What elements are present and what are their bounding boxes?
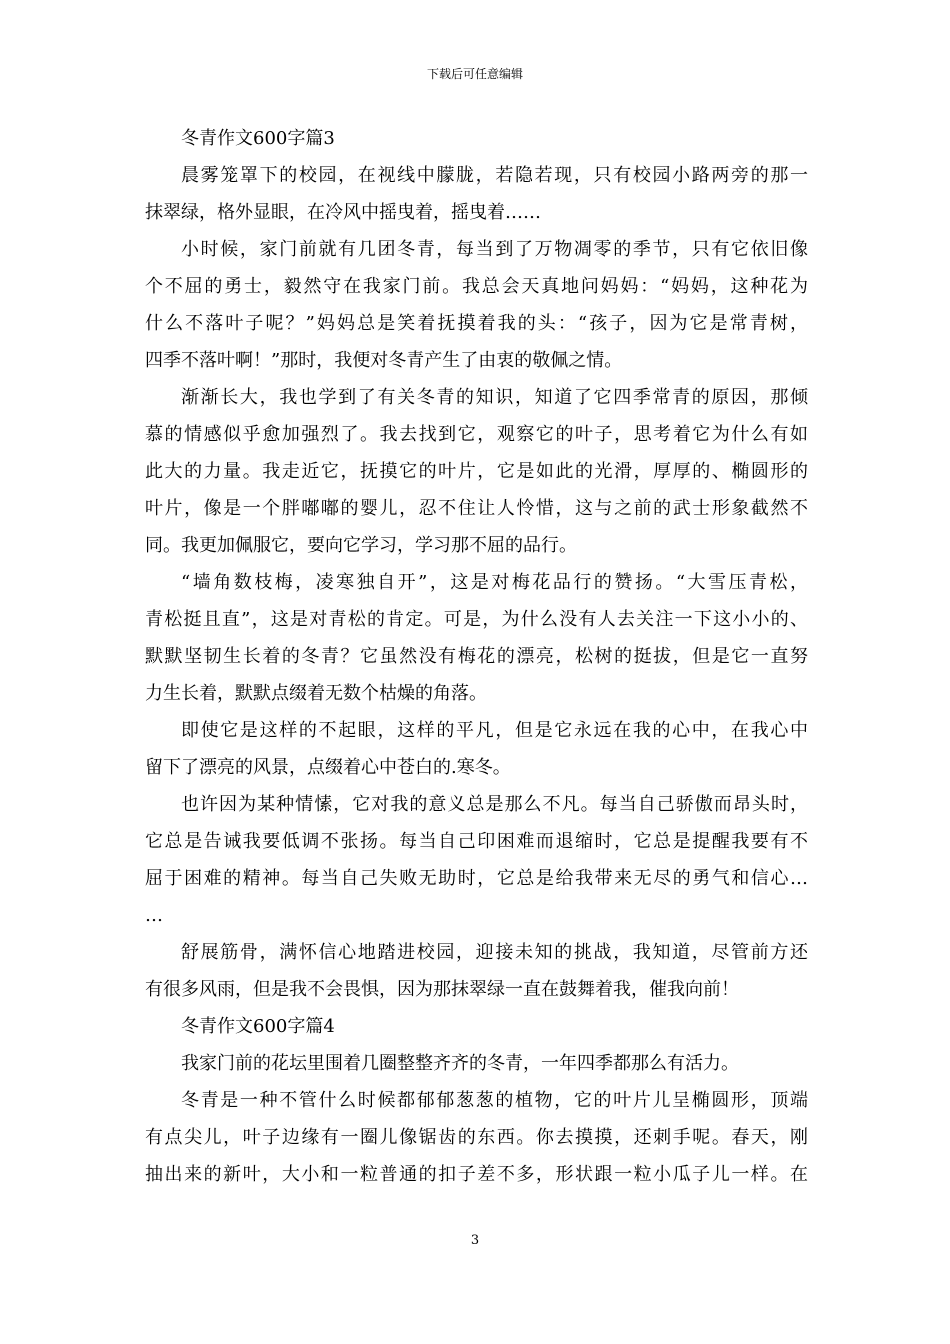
page-number: 3 (470, 1233, 480, 1248)
document-body (145, 120, 808, 1193)
text-line: 此大的力量。我走近它，抚摸它的叶片，它是如此的光滑，厚厚的、椭圆形的 (145, 461, 808, 482)
text-line: 舒展筋骨，满怀信心地踏进校园，迎接未知的挑战，我知道，尽管前方还 (181, 942, 808, 963)
text-line: “墙角数枝梅，凌寒独自开”，这是对梅花品行的赞扬。“大雪压青松， (181, 572, 808, 593)
text-line: 抹翠绿，格外显眼，在冷风中摇曳着，摇曳着…… (145, 202, 541, 223)
text-line: 小时候，家门前就有几团冬青，每当到了万物凋零的季节，只有它依旧像 (181, 239, 808, 260)
text-line: 青松挺且直”，这是对青松的肯定。可是，为什么没有人去关注一下这小小的、 (145, 609, 808, 630)
text-line: 冬青作文600字篇3 (181, 128, 335, 149)
text-line: 默默坚韧生长着的冬青？它虽然没有梅花的漂亮，松树的挺拔，但是它一直努 (145, 646, 808, 667)
text-line: 个不屈的勇士，毅然守在我家门前。我总会天真地问妈妈：“妈妈，这种花为 (145, 276, 808, 297)
text-line: 渐渐长大，我也学到了有关冬青的知识，知道了它四季常青的原因，那倾 (181, 387, 808, 408)
text-line: 叶片，像是一个胖嘟嘟的婴儿，忍不住让人怜惜，这与之前的武士形象截然不 (145, 498, 808, 519)
text-line: 有很多风雨，但是我不会畏惧，因为那抹翠绿一直在鼓舞着我，催我向前！ (145, 979, 739, 1000)
text-line: 即使它是这样的不起眼，这样的平凡，但是它永远在我的心中，在我心中 (181, 720, 808, 741)
text-line: 留下了漂亮的风景，点缀着心中苍白的.寒冬。 (145, 757, 511, 778)
text-line: 有点尖儿，叶子边缘有一圈儿像锯齿的东西。你去摸摸，还刺手呢。春天，刚 (145, 1127, 808, 1148)
page-header: 下载后可任意编辑 (426, 67, 523, 81)
text-line: 同。我更加佩服它，要向它学习，学习那不屈的品行。 (145, 535, 577, 556)
text-line: 力生长着，默默点缀着无数个枯燥的角落。 (145, 683, 487, 704)
text-line: 屈于困难的精神。每当自己失败无助时，它总是给我带来无尽的勇气和信心… (145, 868, 808, 889)
text-line: 冬青是一种不管什么时候都郁郁葱葱的植物，它的叶片儿呈椭圆形，顶端 (181, 1090, 808, 1111)
text-line: … (145, 905, 163, 926)
text-line: 冬青作文600字篇4 (181, 1016, 335, 1037)
text-line: 慕的情感似乎愈加强烈了。我去找到它，观察它的叶子，思考着它为什么有如 (145, 424, 808, 445)
text-line: 晨雾笼罩下的校园，在视线中朦胧，若隐若现，只有校园小路两旁的那一 (181, 165, 808, 186)
text-line: 什么不落叶子呢？”妈妈总是笑着抚摸着我的头：“孩子，因为它是常青树， (145, 313, 808, 334)
text-line: 四季不落叶啊！”那时，我便对冬青产生了由衷的敬佩之情。 (145, 350, 623, 371)
text-line: 我家门前的花坛里围着几圈整整齐齐的冬青，一年四季都那么有活力。 (181, 1053, 739, 1074)
text-line: 也许因为某种情愫，它对我的意义总是那么不凡。每当自己骄傲而昂头时， (181, 794, 808, 815)
text-line: 抽出来的新叶，大小和一粒普通的扣子差不多，形状跟一粒小瓜子儿一样。在 (145, 1164, 808, 1185)
text-line: 它总是告诫我要低调不张扬。每当自己印困难而退缩时，它总是提醒我要有不 (145, 831, 808, 852)
